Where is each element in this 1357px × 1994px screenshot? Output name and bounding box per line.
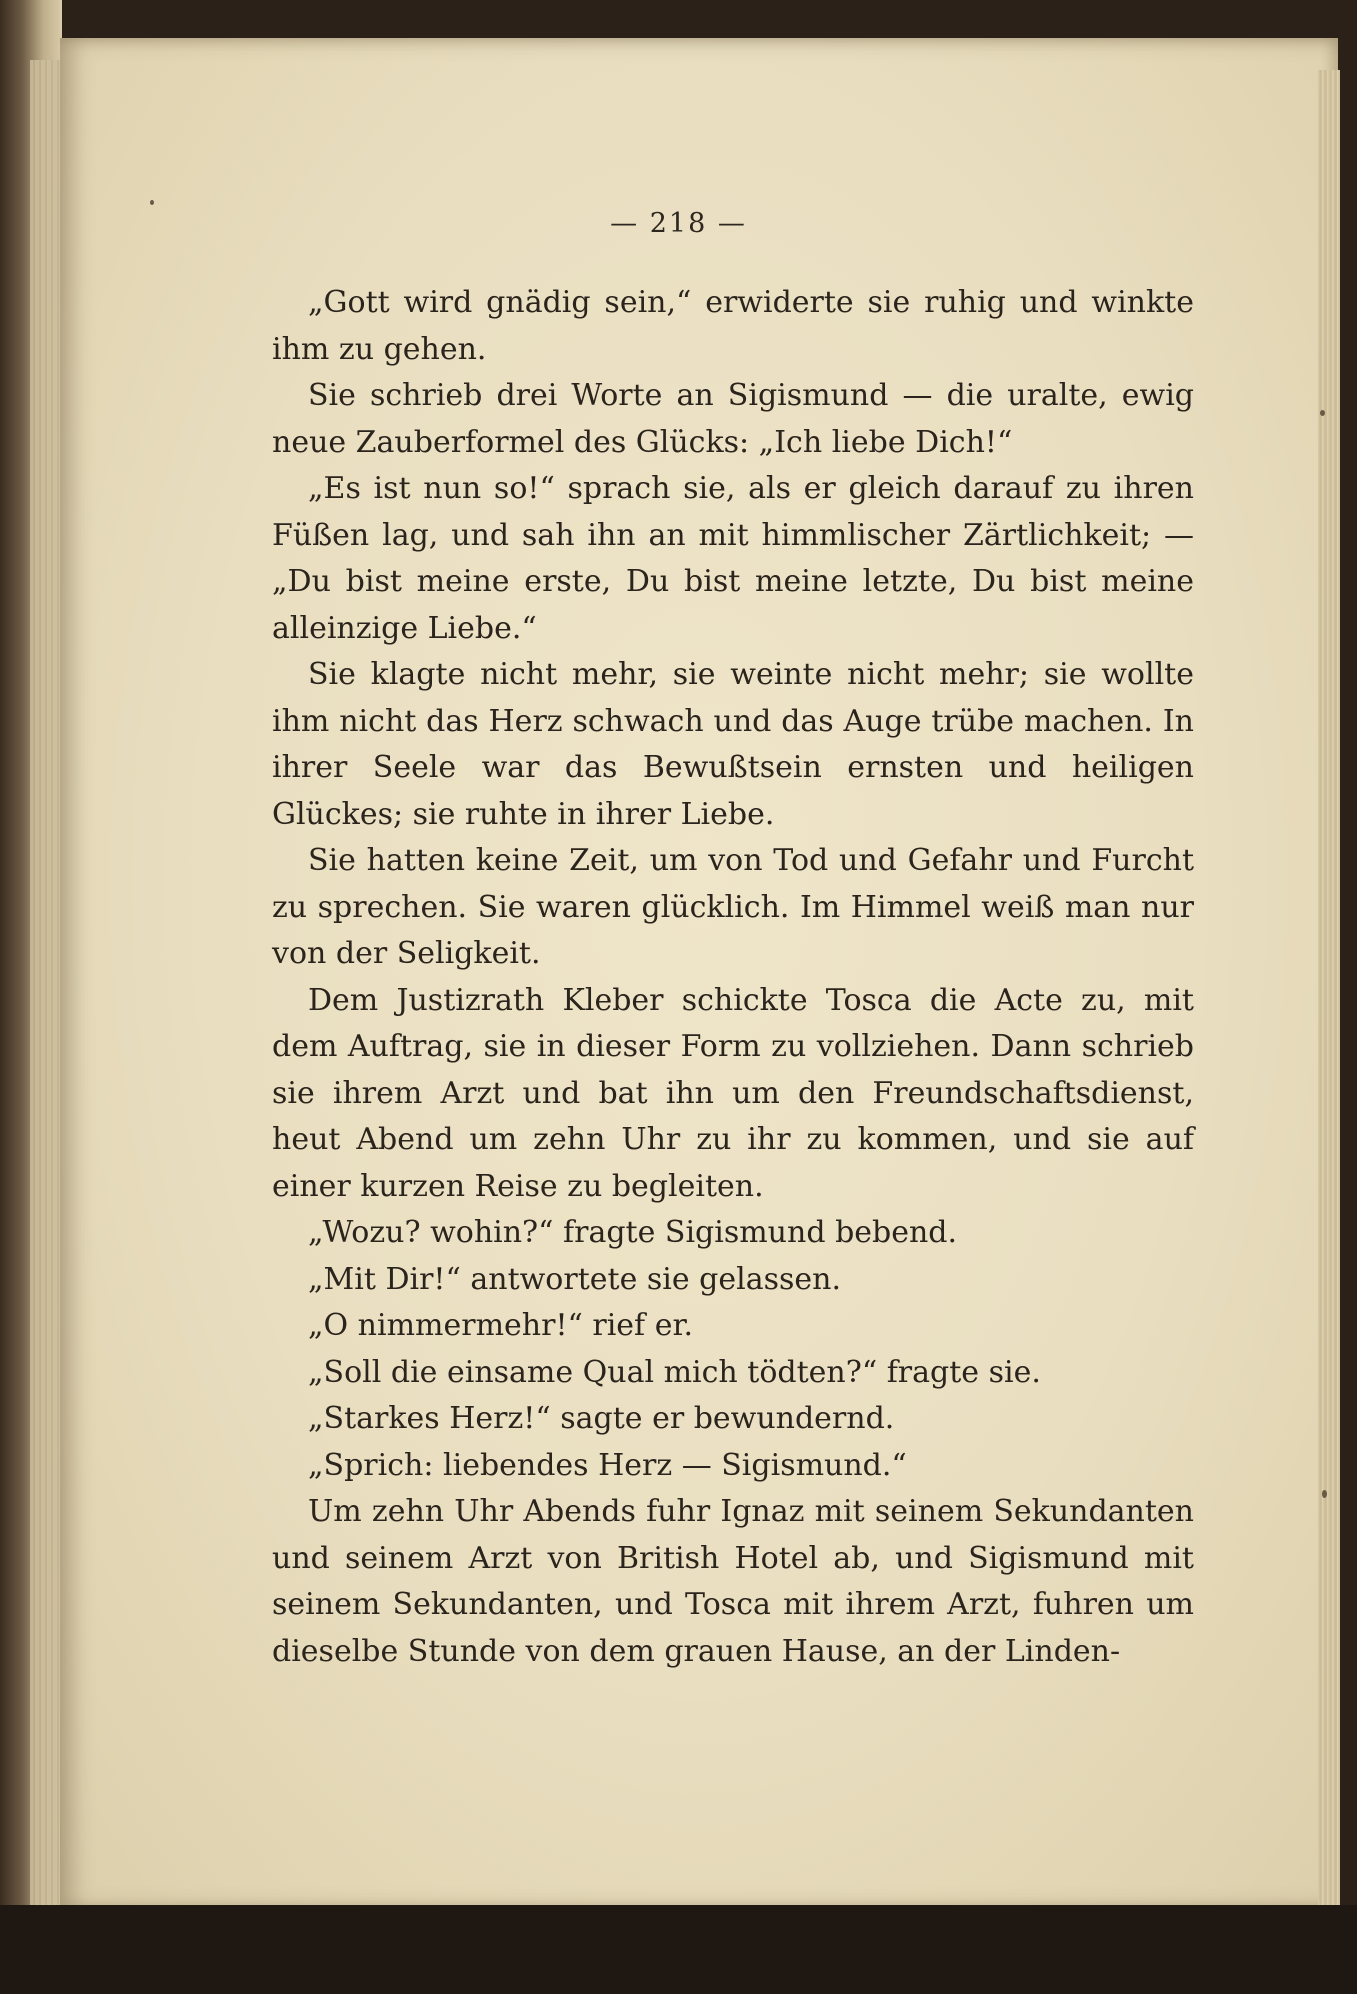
paragraph: „Starkes Herz!“ sagte er bewundernd. xyxy=(308,1401,895,1436)
ink-speck xyxy=(150,200,154,205)
paragraph: „O nimmermehr!“ rief er. xyxy=(308,1308,694,1343)
paragraph: „Soll die einsame Qual mich tödten?“ fragte sie. xyxy=(308,1354,1041,1390)
paragraph: Sie schrieb drei Worte an Sigismund — die uralte, ewig neue Zauberformel des Glücks: „Ich liebe Dich!“ xyxy=(272,378,1194,460)
paragraph: Dem Justizrath Kleber schickte Tosca die Acte zu, mit dem Auftrag, sie in dieser Form zu vollziehen. Dann schrieb sie ihrem Arzt und bat ihn um den Freundschaftsdienst, heut Abend um zehn Uhr zu ihr zu kommen, und sie auf einer kurzen Reise zu begleiten. xyxy=(272,982,1194,1204)
paragraph: „Mit Dir!“ antwortete sie gelassen. xyxy=(308,1261,841,1297)
paragraph: „Gott wird gnädig sein,“ erwiderte sie ruhig und winkte ihm zu gehen. xyxy=(272,285,1194,367)
paragraph: „Es ist nun so!“ sprach sie, als er gleich darauf zu ihren Füßen lag, und sah ihn an mit himmlischer Zärtlichkeit; — „Du bist meine erste, Du bist meine letzte, Du bist meine alleinzige Liebe.“ xyxy=(272,471,1194,646)
paragraph: „Sprich: liebendes Herz — Sigismund.“ xyxy=(308,1447,907,1483)
ink-speck xyxy=(1320,410,1325,416)
page-edge-right xyxy=(1318,70,1340,1910)
body-text xyxy=(272,280,1194,1675)
paragraph: Um zehn Uhr Abends fuhr Ignaz mit seinem Sekundanten und seinem Arzt von British Hotel ab, und Sigismund mit seinem Sekundanten, und Tosca mit ihrem Arzt, fuhren um dieselbe Stunde von dem grauen Hause, an der Linden- xyxy=(272,1494,1194,1669)
scan-background xyxy=(0,1905,1357,1994)
paragraph: „Wozu? wohin?“ fragte Sigismund bebend. xyxy=(308,1215,958,1250)
ink-speck xyxy=(1322,1490,1327,1498)
paragraph: Sie hatten keine Zeit, um von Tod und Gefahr und Furcht zu sprechen. Sie waren glücklich. Im Himmel weiß man nur von der Seligkeit. xyxy=(272,843,1194,971)
paragraph: Sie klagte nicht mehr, sie weinte nicht mehr; sie wollte ihm nicht das Herz schwach und das Auge trübe machen. In ihrer Seele war das Bewußtsein ernsten und heiligen Glückes; sie ruhte in ihrer Liebe. xyxy=(272,657,1194,832)
page-number: — 218 — xyxy=(610,208,747,239)
